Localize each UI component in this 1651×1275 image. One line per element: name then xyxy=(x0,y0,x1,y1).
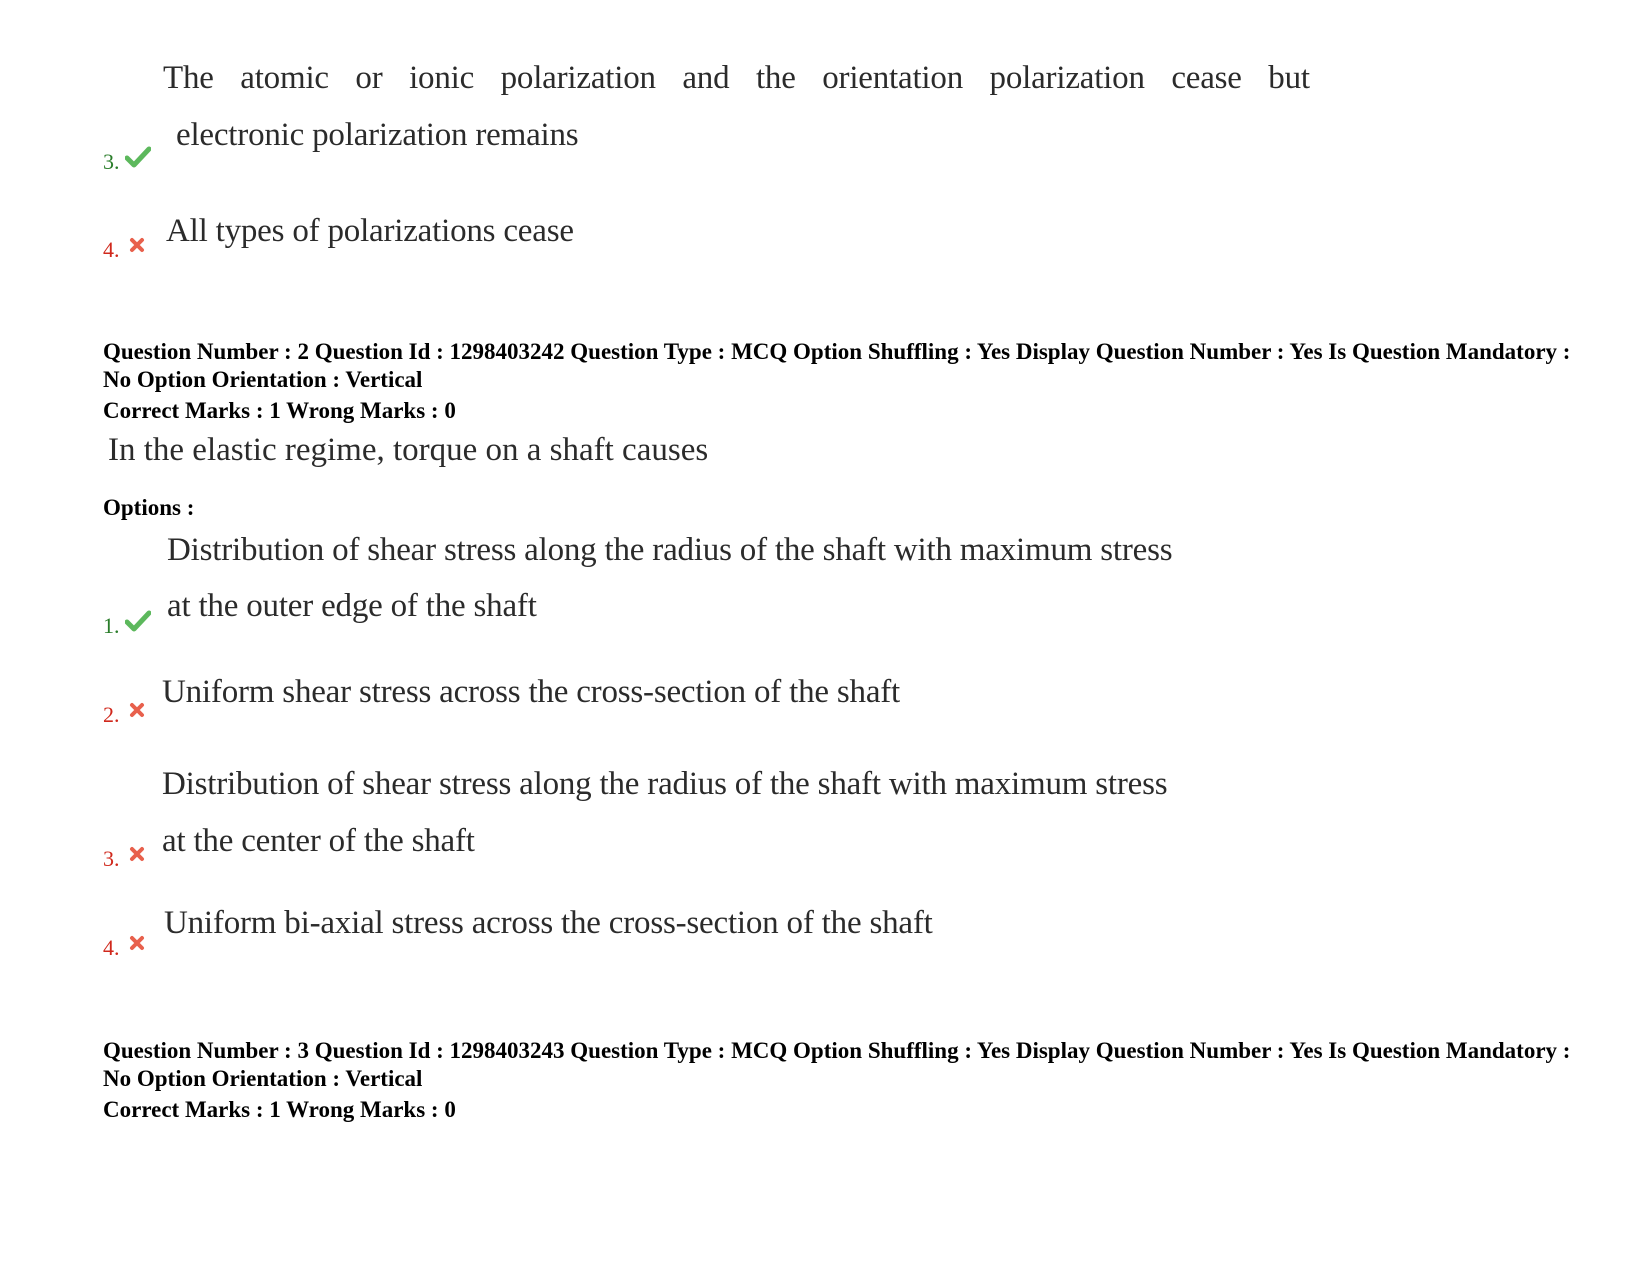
option-3-line1: The atomic or ionic polarization and the orientation polarization cease but xyxy=(163,60,1310,96)
options-label: Options : xyxy=(103,495,195,520)
option-number: 3. xyxy=(103,149,120,174)
question-text: In the elastic regime, torque on a shaft causes xyxy=(108,432,709,468)
option-1-line2: at the outer edge of the shaft xyxy=(167,588,537,624)
option-4-line1: All types of polarizations cease xyxy=(166,213,574,249)
option-number: 2. xyxy=(103,702,120,727)
cross-icon xyxy=(129,935,145,951)
option-number: 1. xyxy=(103,613,120,638)
question-marks: Correct Marks : 1 Wrong Marks : 0 xyxy=(103,1097,456,1122)
option-number: 3. xyxy=(103,846,120,871)
question-meta: Question Number : 3 Question Id : 1298403243 Question Type : MCQ Option Shuffling : Yes Display Question Number : Yes Is Question Mandatory : No Option Orientation : Vertical xyxy=(103,1038,1571,1091)
option-2-line1: Uniform shear stress across the cross-section of the shaft xyxy=(162,674,901,710)
option-3-line2: at the center of the shaft xyxy=(162,823,475,859)
option-1-line1: Distribution of shear stress along the radius of the shaft with maximum stress xyxy=(167,532,1173,568)
option-3-line1: Distribution of shear stress along the radius of the shaft with maximum stress xyxy=(162,766,1168,802)
option-4-line1: Uniform bi-axial stress across the cross-section of the shaft xyxy=(164,905,933,941)
cross-icon xyxy=(129,846,145,862)
option-3-line2: electronic polarization remains xyxy=(176,117,579,153)
check-icon xyxy=(125,146,151,168)
question-marks: Correct Marks : 1 Wrong Marks : 0 xyxy=(103,398,456,423)
option-number: 4. xyxy=(103,237,120,262)
check-icon xyxy=(125,610,151,632)
option-number: 4. xyxy=(103,935,120,960)
cross-icon xyxy=(129,237,145,253)
cross-icon xyxy=(129,702,145,718)
question-meta: Question Number : 2 Question Id : 1298403242 Question Type : MCQ Option Shuffling : Yes Display Question Number : Yes Is Question Mandatory : No Option Orientation : Vertical xyxy=(103,339,1571,392)
